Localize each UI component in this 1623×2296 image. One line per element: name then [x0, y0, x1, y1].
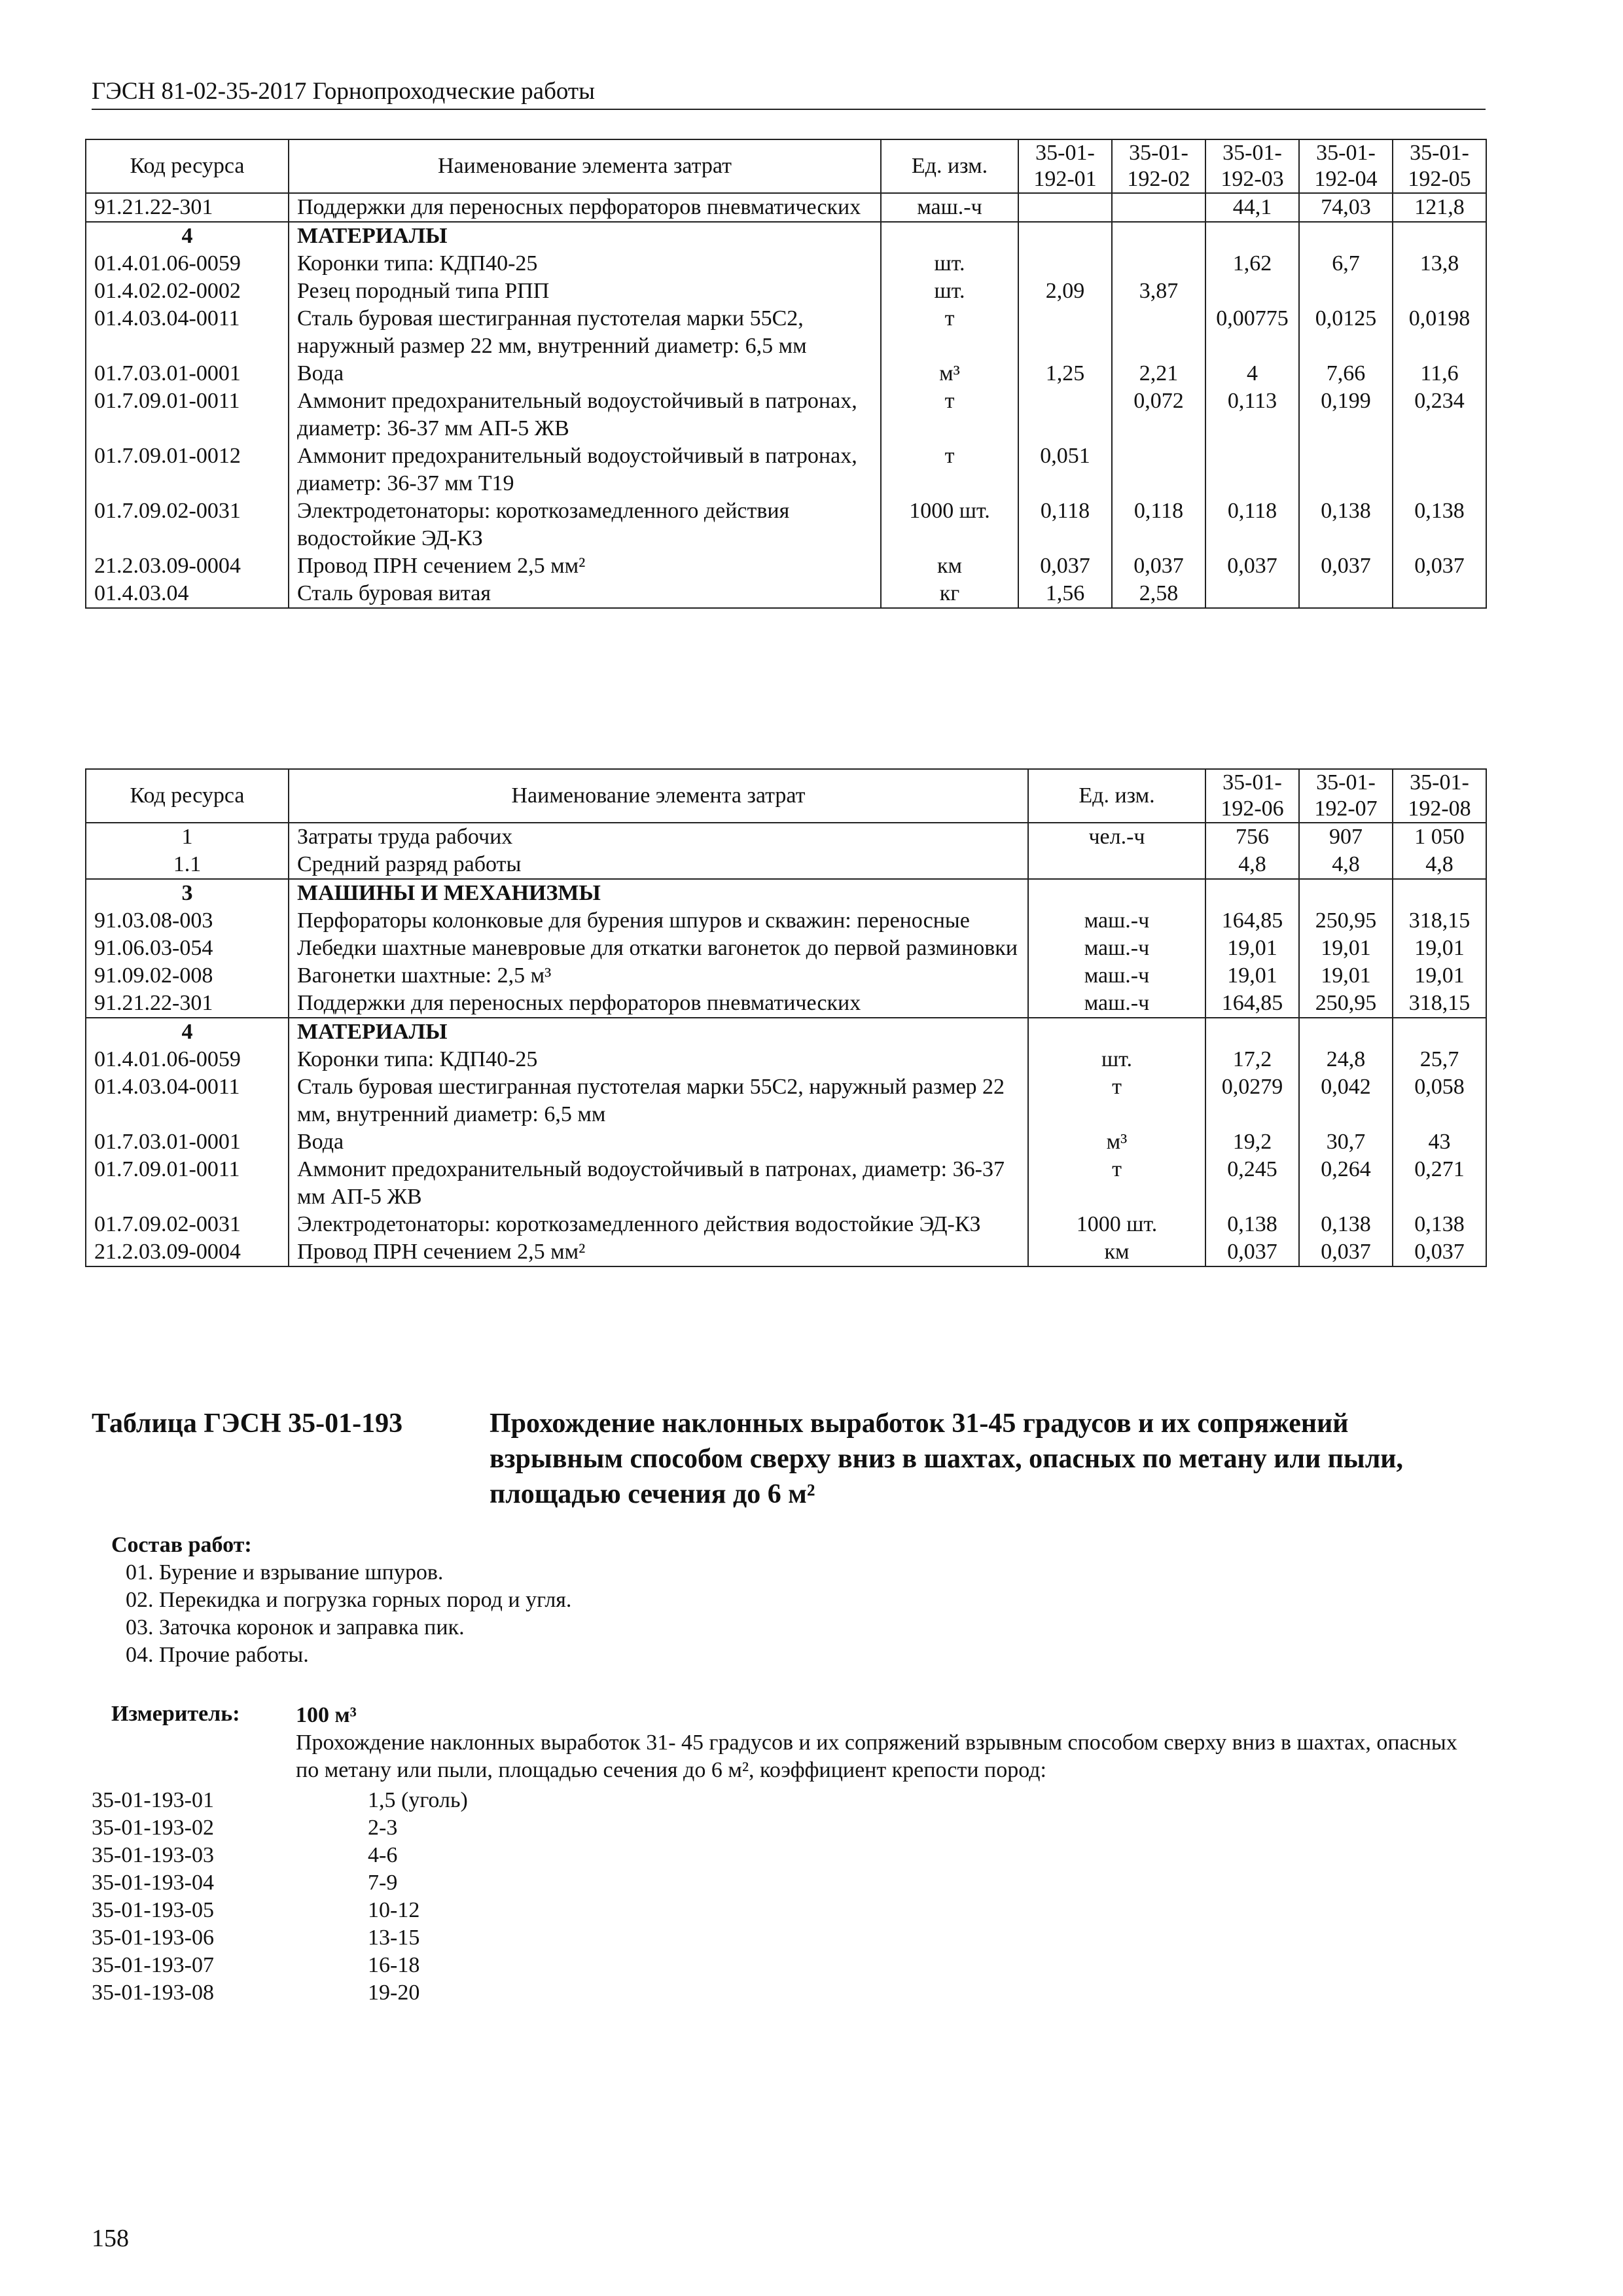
resource-name: Лебедки шахтные маневровые для откатки вагонеток до первой разминовки	[289, 935, 1028, 962]
resource-unit: маш.-ч	[1028, 990, 1205, 1018]
resource-value: 0,00775	[1205, 305, 1299, 360]
resource-name: Коронки типа: КДП40-25	[289, 250, 881, 278]
resource-value: 0,0198	[1393, 305, 1486, 360]
resource-value	[1299, 1018, 1393, 1046]
norm-code: 35-01-193-01	[92, 1788, 214, 1812]
resource-name: Аммонит предохранительный водоустойчивый в патронах, диаметр: 36-37 мм АП-5 ЖВ	[289, 1156, 1028, 1211]
resource-row	[86, 1128, 1486, 1156]
resource-code: 01.7.03.01-0001	[86, 360, 289, 387]
resource-value: 0,042	[1299, 1073, 1393, 1128]
resource-value: 0,271	[1393, 1156, 1486, 1211]
resource-value	[1112, 222, 1205, 250]
resource-code: 01.7.09.01-0011	[86, 1156, 289, 1211]
resource-value: 318,15	[1393, 990, 1486, 1018]
rock-hardness: 2-3	[368, 1816, 398, 1840]
resource-value	[1299, 580, 1393, 608]
resource-value: 19,01	[1393, 935, 1486, 962]
resource-value	[1393, 879, 1486, 907]
composition-item: 04. Прочие работы.	[126, 1643, 309, 1667]
resource-value	[1018, 250, 1112, 278]
col-header-code: Код ресурса	[86, 139, 289, 193]
table-label: Таблица ГЭСН 35-01-193	[92, 1408, 403, 1439]
resource-row	[86, 962, 1486, 990]
resource-value: 756	[1205, 823, 1299, 851]
resource-code: 4	[86, 222, 289, 250]
resource-unit: т	[1028, 1073, 1205, 1128]
resource-name: Поддержки для переносных перфораторов пневматических	[289, 193, 881, 222]
resource-unit: т	[881, 442, 1018, 497]
resource-row	[86, 497, 1486, 552]
resource-name: Провод ПРН сечением 2,5 мм²	[289, 552, 881, 580]
resource-value: 11,6	[1393, 360, 1486, 387]
resource-row	[86, 552, 1486, 580]
resource-value	[1112, 193, 1205, 222]
section-row	[86, 1018, 1486, 1046]
resource-value	[1393, 278, 1486, 305]
resource-unit: шт.	[1028, 1046, 1205, 1073]
resource-value	[1205, 879, 1299, 907]
resource-row	[86, 305, 1486, 360]
resource-value: 19,01	[1393, 962, 1486, 990]
resource-unit: маш.-ч	[1028, 907, 1205, 935]
resource-row	[86, 1156, 1486, 1211]
resource-value: 4,8	[1205, 851, 1299, 879]
rock-hardness: 7-9	[368, 1871, 398, 1895]
resource-value: 0,037	[1112, 552, 1205, 580]
resource-unit: т	[1028, 1156, 1205, 1211]
norm-code: 35-01-193-05	[92, 1898, 214, 1922]
resource-value: 0,037	[1299, 552, 1393, 580]
resource-code: 01.7.09.02-0031	[86, 497, 289, 552]
running-header: ГЭСН 81-02-35-2017 Горнопроходческие работы	[92, 77, 1486, 110]
composition-heading: Состав работ:	[111, 1533, 252, 1557]
resource-name: Перфораторы колонковые для бурения шпуров и скважин: переносные	[289, 907, 1028, 935]
col-header-unit: Ед. изм.	[881, 139, 1018, 193]
resource-row	[86, 823, 1486, 851]
resource-value	[1205, 580, 1299, 608]
resource-value: 0,264	[1299, 1156, 1393, 1211]
resource-name: Сталь буровая витая	[289, 580, 881, 608]
rock-hardness: 16-18	[368, 1953, 420, 1977]
resource-value: 0,037	[1393, 552, 1486, 580]
resource-code: 01.7.09.01-0012	[86, 442, 289, 497]
resource-value: 0,118	[1018, 497, 1112, 552]
resource-value	[1205, 1018, 1299, 1046]
resource-unit: маш.-ч	[1028, 962, 1205, 990]
resource-value: 4	[1205, 360, 1299, 387]
resource-value	[1018, 193, 1112, 222]
norm-code: 35-01-193-07	[92, 1953, 214, 1977]
measure-description: Прохождение наклонных выработок 31- 45 градусов и их сопряжений взрывным способом сверху вниз в шахтах, опасных по метану или пыли, площадью сечения до 6 м², коэффициент крепости пород:	[296, 1731, 1457, 1782]
resource-name: Провод ПРН сечением 2,5 мм²	[289, 1238, 1028, 1266]
resource-value: 0,072	[1112, 387, 1205, 442]
norm-code: 35-01-193-03	[92, 1843, 214, 1867]
resource-name: Затраты труда рабочих	[289, 823, 1028, 851]
resource-name: Поддержки для переносных перфораторов пневматических	[289, 990, 1028, 1018]
resource-value: 0,037	[1393, 1238, 1486, 1266]
code-row	[92, 1842, 468, 1869]
code-row	[92, 1924, 468, 1952]
resource-value: 0,138	[1299, 497, 1393, 552]
resource-unit: км	[881, 552, 1018, 580]
col-header-rate: 35-01-192-01	[1018, 139, 1112, 193]
resource-value: 250,95	[1299, 907, 1393, 935]
resource-unit: т	[881, 387, 1018, 442]
resource-name: Коронки типа: КДП40-25	[289, 1046, 1028, 1073]
resource-unit: шт.	[881, 278, 1018, 305]
resource-unit: 1000 шт.	[881, 497, 1018, 552]
resource-name: Аммонит предохранительный водоустойчивый в патронах, диаметр: 36-37 мм Т19	[289, 442, 881, 497]
measure-label: Измеритель:	[111, 1702, 240, 1726]
resource-value: 0,037	[1018, 552, 1112, 580]
resource-code: 01.7.09.01-0011	[86, 387, 289, 442]
norm-code: 35-01-193-04	[92, 1871, 214, 1895]
resource-code: 91.03.08-003	[86, 907, 289, 935]
resource-value: 0,199	[1299, 387, 1393, 442]
resource-value: 0,0125	[1299, 305, 1393, 360]
resource-value: 44,1	[1205, 193, 1299, 222]
resource-value	[1299, 879, 1393, 907]
resource-value: 0,058	[1393, 1073, 1486, 1128]
resource-value: 17,2	[1205, 1046, 1299, 1073]
resource-value: 6,7	[1299, 250, 1393, 278]
resource-row	[86, 360, 1486, 387]
resource-name: Электродетонаторы: короткозамедленного действия водостойкие ЭД-КЗ	[289, 1211, 1028, 1238]
resource-value: 0,138	[1205, 1211, 1299, 1238]
resource-value: 1,62	[1205, 250, 1299, 278]
resource-unit: м³	[881, 360, 1018, 387]
section-row	[86, 879, 1486, 907]
resource-value: 0,118	[1112, 497, 1205, 552]
resource-unit: шт.	[881, 250, 1018, 278]
resource-value	[1393, 580, 1486, 608]
resource-name: Электродетонаторы: короткозамедленного действия водостойкие ЭД-КЗ	[289, 497, 881, 552]
measure-block	[296, 1702, 1467, 1784]
resource-value: 907	[1299, 823, 1393, 851]
code-row	[92, 1869, 468, 1897]
resource-row	[86, 442, 1486, 497]
resource-value: 25,7	[1393, 1046, 1486, 1073]
resource-value: 164,85	[1205, 990, 1299, 1018]
resource-row	[86, 935, 1486, 962]
resource-unit: м³	[1028, 1128, 1205, 1156]
resource-unit	[881, 222, 1018, 250]
resource-value: 0,037	[1205, 552, 1299, 580]
resource-value: 0,138	[1393, 497, 1486, 552]
resource-unit: 1000 шт.	[1028, 1211, 1205, 1238]
resource-name: Вода	[289, 360, 881, 387]
resource-value: 2,09	[1018, 278, 1112, 305]
resource-value: 250,95	[1299, 990, 1393, 1018]
resource-table-192-06-08	[85, 768, 1487, 1267]
norm-code: 35-01-193-06	[92, 1926, 214, 1950]
resource-code: 01.4.03.04	[86, 580, 289, 608]
resource-value: 4,8	[1393, 851, 1486, 879]
table-title: Прохождение наклонных выработок 31-45 градусов и их сопряжений взрывным способом сверху вниз в шахтах, опасных по метану или пыли, площадью сечения до 6 м²	[490, 1408, 1403, 1509]
resource-value: 2,58	[1112, 580, 1205, 608]
resource-row	[86, 907, 1486, 935]
resource-code: 01.4.02.02-0002	[86, 278, 289, 305]
resource-value: 1,25	[1018, 360, 1112, 387]
resource-value	[1393, 1018, 1486, 1046]
resource-code: 21.2.03.09-0004	[86, 552, 289, 580]
resource-value: 1 050	[1393, 823, 1486, 851]
resource-code: 01.4.01.06-0059	[86, 1046, 289, 1073]
resource-value	[1018, 387, 1112, 442]
resource-row	[86, 250, 1486, 278]
resource-value: 164,85	[1205, 907, 1299, 935]
norm-code: 35-01-193-08	[92, 1981, 214, 2005]
resource-unit	[1028, 851, 1205, 879]
resource-code: 91.21.22-301	[86, 193, 289, 222]
resource-value: 0,234	[1393, 387, 1486, 442]
resource-value	[1205, 278, 1299, 305]
resource-row	[86, 193, 1486, 222]
resource-unit: т	[881, 305, 1018, 360]
resource-code: 21.2.03.09-0004	[86, 1238, 289, 1266]
col-header-rate: 35-01-192-05	[1393, 139, 1486, 193]
resource-value	[1393, 442, 1486, 497]
resource-unit: кг	[881, 580, 1018, 608]
resource-row	[86, 1238, 1486, 1266]
col-header-rate: 35-01-192-07	[1299, 769, 1393, 823]
code-list	[92, 1787, 468, 2007]
resource-value: 0,037	[1299, 1238, 1393, 1266]
resource-value: 318,15	[1393, 907, 1486, 935]
resource-value: 4,8	[1299, 851, 1393, 879]
resource-value: 0,138	[1393, 1211, 1486, 1238]
resource-row	[86, 1073, 1486, 1128]
resource-code: 01.4.01.06-0059	[86, 250, 289, 278]
resource-unit	[1028, 1018, 1205, 1046]
resource-name: Аммонит предохранительный водоустойчивый в патронах, диаметр: 36-37 мм АП-5 ЖВ	[289, 387, 881, 442]
resource-value: 121,8	[1393, 193, 1486, 222]
resource-value: 0,245	[1205, 1156, 1299, 1211]
resource-name: Сталь буровая шестигранная пустотелая марки 55С2, наружный размер 22 мм, внутренний диаметр: 6,5 мм	[289, 305, 881, 360]
resource-row	[86, 580, 1486, 608]
resource-value: 0,138	[1299, 1211, 1393, 1238]
resource-code: 1	[86, 823, 289, 851]
resource-value: 43	[1393, 1128, 1486, 1156]
col-header-rate: 35-01-192-08	[1393, 769, 1486, 823]
resource-value: 0,037	[1205, 1238, 1299, 1266]
resource-name: МАТЕРИАЛЫ	[289, 222, 881, 250]
col-header-code: Код ресурса	[86, 769, 289, 823]
resource-value: 19,2	[1205, 1128, 1299, 1156]
resource-value: 0,0279	[1205, 1073, 1299, 1128]
code-row	[92, 1979, 468, 2007]
resource-value	[1299, 278, 1393, 305]
section-row	[86, 222, 1486, 250]
composition-item: 01. Бурение и взрывание шпуров.	[126, 1560, 444, 1585]
resource-name: Средний разряд работы	[289, 851, 1028, 879]
resource-value	[1299, 222, 1393, 250]
resource-code: 01.4.03.04-0011	[86, 1073, 289, 1128]
resource-value	[1112, 305, 1205, 360]
norm-code: 35-01-193-02	[92, 1816, 214, 1840]
resource-code: 91.09.02-008	[86, 962, 289, 990]
resource-row	[86, 387, 1486, 442]
rock-hardness: 13-15	[368, 1926, 420, 1950]
rock-hardness: 10-12	[368, 1898, 420, 1922]
resource-unit: маш.-ч	[1028, 935, 1205, 962]
resource-value	[1112, 250, 1205, 278]
resource-code: 1.1	[86, 851, 289, 879]
resource-row	[86, 851, 1486, 879]
resource-unit: км	[1028, 1238, 1205, 1266]
rock-hardness: 1,5 (уголь)	[368, 1788, 468, 1812]
resource-name: Вагонетки шахтные: 2,5 м³	[289, 962, 1028, 990]
resource-code: 4	[86, 1018, 289, 1046]
resource-unit: маш.-ч	[881, 193, 1018, 222]
code-row	[92, 1897, 468, 1924]
resource-value: 3,87	[1112, 278, 1205, 305]
resource-value: 0,118	[1205, 497, 1299, 552]
resource-code: 91.21.22-301	[86, 990, 289, 1018]
resource-value	[1299, 442, 1393, 497]
composition-item: 02. Перекидка и погрузка горных пород и угля.	[126, 1588, 572, 1612]
code-row	[92, 1952, 468, 1979]
col-header-rate: 35-01-192-02	[1112, 139, 1205, 193]
code-row	[92, 1814, 468, 1842]
resource-code: 01.7.09.02-0031	[86, 1211, 289, 1238]
resource-value: 19,01	[1299, 962, 1393, 990]
resource-value: 0,113	[1205, 387, 1299, 442]
resource-value: 19,01	[1205, 935, 1299, 962]
col-header-rate: 35-01-192-03	[1205, 139, 1299, 193]
code-row	[92, 1787, 468, 1814]
resource-value	[1018, 305, 1112, 360]
resource-value	[1205, 222, 1299, 250]
resource-code: 01.4.03.04-0011	[86, 305, 289, 360]
resource-name: Сталь буровая шестигранная пустотелая марки 55С2, наружный размер 22 мм, внутренний диаметр: 6,5 мм	[289, 1073, 1028, 1128]
col-header-name: Наименование элемента затрат	[289, 139, 881, 193]
resource-code: 3	[86, 879, 289, 907]
resource-name: МАШИНЫ И МЕХАНИЗМЫ	[289, 879, 1028, 907]
resource-unit: чел.-ч	[1028, 823, 1205, 851]
col-header-rate: 35-01-192-06	[1205, 769, 1299, 823]
resource-row	[86, 1211, 1486, 1238]
resource-name: Вода	[289, 1128, 1028, 1156]
col-header-name: Наименование элемента затрат	[289, 769, 1028, 823]
resource-code: 91.06.03-054	[86, 935, 289, 962]
composition-item: 03. Заточка коронок и заправка пик.	[126, 1615, 465, 1640]
measure-unit: 100 м³	[296, 1703, 357, 1727]
resource-value: 0,051	[1018, 442, 1112, 497]
resource-value: 24,8	[1299, 1046, 1393, 1073]
resource-value: 13,8	[1393, 250, 1486, 278]
resource-value	[1205, 442, 1299, 497]
resource-value: 74,03	[1299, 193, 1393, 222]
resource-row	[86, 990, 1486, 1018]
resource-value: 30,7	[1299, 1128, 1393, 1156]
resource-value: 2,21	[1112, 360, 1205, 387]
resource-code: 01.7.03.01-0001	[86, 1128, 289, 1156]
resource-value	[1393, 222, 1486, 250]
work-composition	[111, 1532, 571, 1669]
col-header-rate: 35-01-192-04	[1299, 139, 1393, 193]
resource-value: 19,01	[1205, 962, 1299, 990]
resource-row	[86, 278, 1486, 305]
page-number: 158	[92, 2225, 129, 2252]
resource-unit	[1028, 879, 1205, 907]
resource-name: Резец породный типа РПП	[289, 278, 881, 305]
rock-hardness: 4-6	[368, 1843, 398, 1867]
resource-value	[1112, 442, 1205, 497]
resource-row	[86, 1046, 1486, 1073]
rock-hardness: 19-20	[368, 1981, 420, 2005]
col-header-unit: Ед. изм.	[1028, 769, 1205, 823]
resource-table-192-01-05	[85, 139, 1487, 609]
resource-value: 7,66	[1299, 360, 1393, 387]
resource-value	[1018, 222, 1112, 250]
resource-value: 1,56	[1018, 580, 1112, 608]
resource-name: МАТЕРИАЛЫ	[289, 1018, 1028, 1046]
resource-value: 19,01	[1299, 935, 1393, 962]
